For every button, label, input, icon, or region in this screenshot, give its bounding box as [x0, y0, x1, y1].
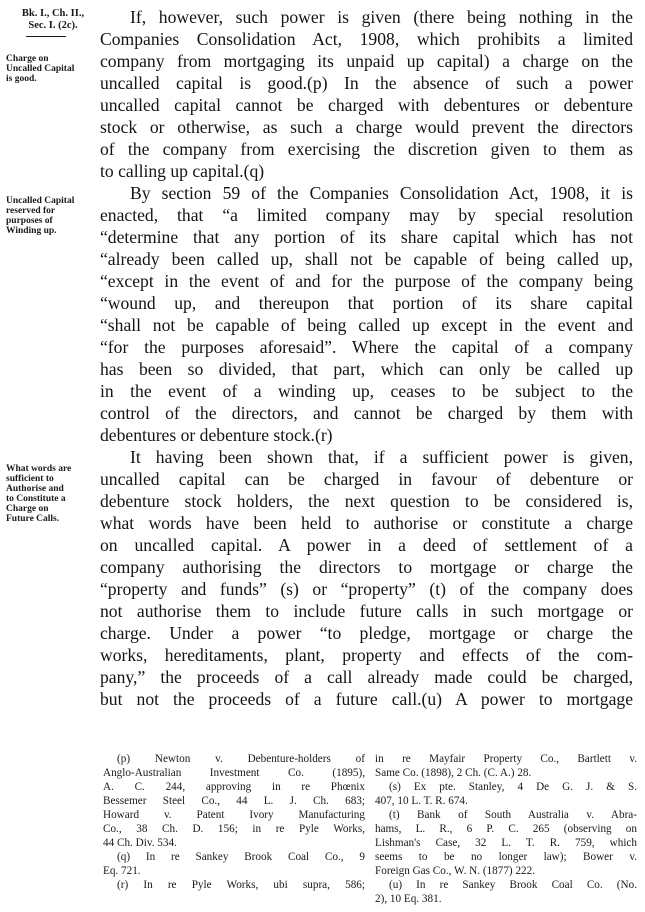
body-line: in the event of a winding up, ceases to be subject to the — [100, 381, 633, 401]
chapter-reference — [6, 8, 100, 37]
sidenote-line: to Constitute a — [6, 494, 66, 504]
footnote-line: (q) In re Sankey Brook Coal Co., 9 — [117, 851, 365, 863]
sidenote-uncalled-capital-reserved — [6, 196, 100, 236]
sidenote-line: Winding up. — [6, 226, 57, 236]
footnote-line: Foreign Gas Co., W. N. (1877) 222. — [375, 865, 536, 877]
body-line: of the company from exercising the discretion given to them as — [100, 139, 633, 159]
body-line: stock or otherwise, as such a charge would prevent the directors — [100, 117, 633, 137]
footnote-line: (u) In re Sankey Brook Coal Co. (No. — [389, 879, 637, 891]
reference-section: Sec. I. (2c). — [28, 20, 78, 31]
body-line: Companies Consolidation Act, 1908, which prohibits a limited — [100, 29, 633, 49]
body-line: control of the directors, and cannot be charged by them with — [100, 403, 633, 423]
body-line: “wound up, and thereupon that portion of its share capital — [100, 293, 633, 313]
sidenote-what-words-sufficient — [6, 464, 100, 524]
footnote-line: Co., 38 Ch. D. 156; in re Pyle Works, — [103, 823, 365, 835]
body-line: “already been called up, shall not be capable of being called up, — [100, 249, 633, 269]
footnote-line: Bessemer Steel Co., 44 L. J. Ch. 683; — [103, 795, 365, 807]
footnote-line: A. C. 244, approving in re Phœnix — [103, 781, 365, 793]
body-line: “for the purposes aforesaid”. Where the capital of a company — [100, 337, 633, 357]
footnote-line: Eq. 721. — [103, 865, 141, 877]
body-line: uncalled capital can be charged in favour of debenture or — [100, 469, 633, 489]
footnotes-right-column — [375, 752, 637, 906]
body-line: If, however, such power is given (there being nothing in the — [130, 7, 633, 27]
sidenote-line: is good. — [6, 74, 37, 84]
body-line: charge. Under a power “to pledge, mortgage or charge the — [100, 623, 633, 643]
sidenote-line: Future Calls. — [6, 514, 60, 524]
body-line: on uncalled capital. A power in a deed of settlement of a — [100, 535, 633, 555]
body-line: uncalled capital is good.(p) In the absence of such a power — [100, 73, 633, 93]
body-line: but not the proceeds of a future call.(u) A power to mortgage — [100, 689, 633, 709]
body-line: “determine that any portion of its share capital which has not — [100, 227, 633, 247]
body-line: company from mortgaging its unpaid up capital) a charge on the — [100, 51, 633, 71]
body-line: has been so divided, that part, which can only be called up — [100, 359, 633, 379]
footnote-line: seems to be no longer law); Bower v. — [375, 851, 637, 863]
body-line: to calling up capital.(q) — [100, 161, 265, 181]
footnote-line: Howard v. Patent Ivory Manufacturing — [103, 809, 365, 821]
sidenote-line: Uncalled Capital — [6, 64, 75, 74]
footnote-line: in re Mayfair Property Co., Bartlett v. — [375, 753, 637, 765]
footnote-line: (s) Ex pte. Stanley, 4 De G. J. & S. — [389, 781, 637, 793]
sidenote-charge-on-uncalled-capital — [6, 54, 100, 84]
body-line: uncalled capital cannot be charged with debentures or debenture — [100, 95, 633, 115]
footnote-line: (p) Newton v. Debenture-holders of — [117, 753, 365, 765]
reference-rule — [26, 36, 66, 37]
footnote-line: hams, L. R., 6 P. C. 265 (observing on — [375, 823, 637, 835]
body-line: company authorising the directors to mortgage or charge the — [100, 557, 633, 577]
body-line: By section 59 of the Companies Consolidation Act, 1908, it is — [130, 183, 633, 203]
body-line: It having been shown that, if a sufficient power is given, — [130, 447, 633, 467]
footnotes-left-column — [103, 752, 365, 892]
sidenote-line: purposes of — [6, 216, 53, 226]
body-line: works, hereditaments, plant, property and effects of the com- — [100, 645, 633, 665]
sidenote-line: Charge on — [6, 504, 49, 514]
footnote-line: Same Co. (1898), 2 Ch. (C. A.) 28. — [375, 767, 532, 779]
sidenote-line: Authorise and — [6, 484, 64, 494]
body-line: “shall not be capable of being called up except in the event and — [100, 315, 633, 335]
footnote-line: (r) In re Pyle Works, ubi supra, 586; — [117, 879, 365, 891]
footnote-line: Anglo-Australian Investment Co. (1895), — [103, 767, 365, 779]
body-line: “property and funds” (s) or “property” (t) of the company does — [100, 579, 633, 599]
body-line: not authorise them to include future calls in such mortgage or — [100, 601, 633, 621]
footnote-line: 2), 10 Eq. 381. — [375, 893, 442, 905]
reference-book-chapter: Bk. I., Ch. II., — [21, 8, 85, 19]
body-line: debentures or debenture stock.(r) — [100, 425, 333, 445]
sidenote-line: What words are — [6, 464, 72, 474]
footnote-line: 407, 10 L. T. R. 674. — [375, 795, 468, 807]
body-line: “except in the event of and for the purpose of the company being — [100, 271, 633, 291]
sidenote-line: Uncalled Capital — [6, 196, 75, 206]
sidenote-line: sufficient to — [6, 474, 54, 484]
sidenote-line: Charge on — [6, 54, 49, 64]
body-line: debenture stock holders, the next question to be considered is, — [100, 491, 633, 511]
sidenote-line: reserved for — [6, 206, 56, 216]
footnote-line: Lishman's Case, 32 L. T. R. 759, which — [375, 837, 637, 849]
body-line: what words have been held to authorise or constitute a charge — [100, 513, 633, 533]
body-line: pany,” the proceeds of a call already made could be charged, — [100, 667, 633, 687]
body-text — [100, 6, 633, 710]
footnote-line: 44 Ch. Div. 534. — [103, 837, 177, 849]
footnote-line: (t) Bank of South Australia v. Abra- — [389, 809, 637, 821]
body-line: enacted, that “a limited company may by special resolution — [100, 205, 633, 225]
